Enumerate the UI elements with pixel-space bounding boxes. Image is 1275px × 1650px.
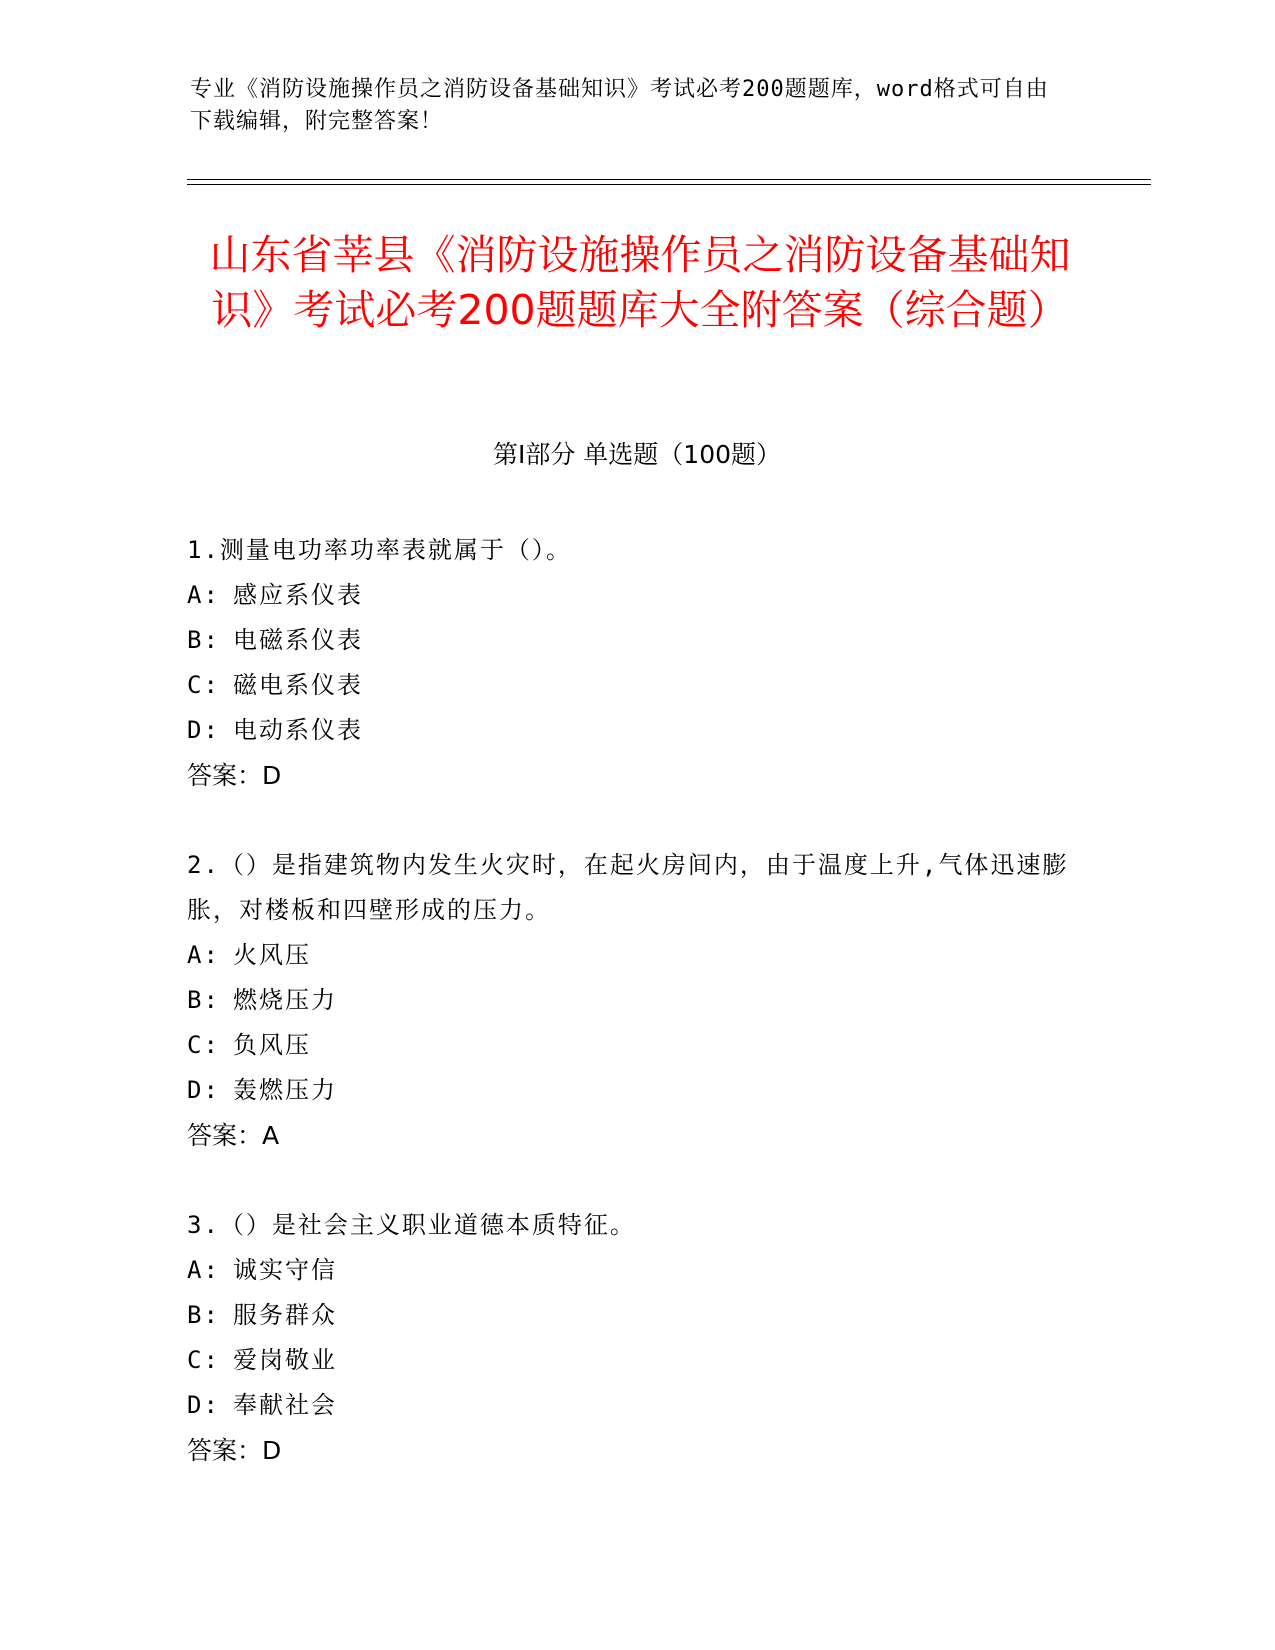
answer-line: 答案：D — [187, 1436, 282, 1465]
section-title: 第Ⅰ部分 单选题（100题） — [492, 440, 782, 469]
question-stem: 2.（）是指建筑物内发生火灾时，在起火房间内，由于温度上升,气体迅速膨胀，对楼板和四壁形成的压力。 — [187, 851, 1069, 924]
option-text: 燃烧压力 — [233, 986, 337, 1014]
answer-line: 答案：A — [187, 1121, 280, 1150]
option-d — [187, 1383, 1087, 1428]
question-list — [187, 528, 1087, 1518]
option-text: 爱岗敬业 — [233, 1346, 337, 1374]
option-a — [187, 933, 1087, 978]
answer-line: 答案：D — [187, 761, 282, 790]
option-letter: D: — [187, 1076, 220, 1104]
question-item — [187, 1203, 1087, 1473]
option-text: 感应系仪表 — [233, 581, 363, 609]
option-text: 电磁系仪表 — [233, 626, 363, 654]
option-letter: A: — [187, 581, 220, 609]
option-letter: C: — [187, 671, 220, 699]
document-title: 山东省莘县《消防设施操作员之消防设备基础知识》考试必考200题题库大全附答案（综合题） — [209, 231, 1071, 334]
option-b — [187, 978, 1087, 1023]
option-text: 诚实守信 — [233, 1256, 337, 1284]
question-stem: 1.测量电功率功率表就属于（）。 — [187, 536, 572, 564]
header-note: 专业《消防设施操作员之消防设备基础知识》考试必考200题题库，word格式可自由下载编辑，附完整答案！ — [190, 77, 1049, 134]
option-letter: B: — [187, 1301, 220, 1329]
option-letter: B: — [187, 986, 220, 1014]
option-text: 电动系仪表 — [233, 716, 363, 744]
option-letter: A: — [187, 941, 220, 969]
option-c — [187, 1338, 1087, 1383]
option-letter: D: — [187, 1391, 220, 1419]
option-text: 轰燃压力 — [233, 1076, 337, 1104]
option-b — [187, 1293, 1087, 1338]
option-c — [187, 663, 1087, 708]
option-text: 负风压 — [233, 1031, 311, 1059]
header-divider-bottom — [187, 184, 1151, 185]
option-letter: C: — [187, 1346, 220, 1374]
option-letter: A: — [187, 1256, 220, 1284]
question-item — [187, 528, 1087, 798]
question-stem: 3.（）是社会主义职业道德本质特征。 — [187, 1211, 636, 1239]
option-a — [187, 573, 1087, 618]
option-letter: B: — [187, 626, 220, 654]
option-text: 奉献社会 — [233, 1391, 337, 1419]
option-letter: C: — [187, 1031, 220, 1059]
option-text: 火风压 — [233, 941, 311, 969]
option-b — [187, 618, 1087, 663]
option-a — [187, 1248, 1087, 1293]
option-text: 磁电系仪表 — [233, 671, 363, 699]
option-d — [187, 708, 1087, 753]
header-divider-top — [187, 179, 1151, 180]
option-text: 服务群众 — [233, 1301, 337, 1329]
question-item — [187, 843, 1087, 1158]
option-c — [187, 1023, 1087, 1068]
option-letter: D: — [187, 716, 220, 744]
option-d — [187, 1068, 1087, 1113]
